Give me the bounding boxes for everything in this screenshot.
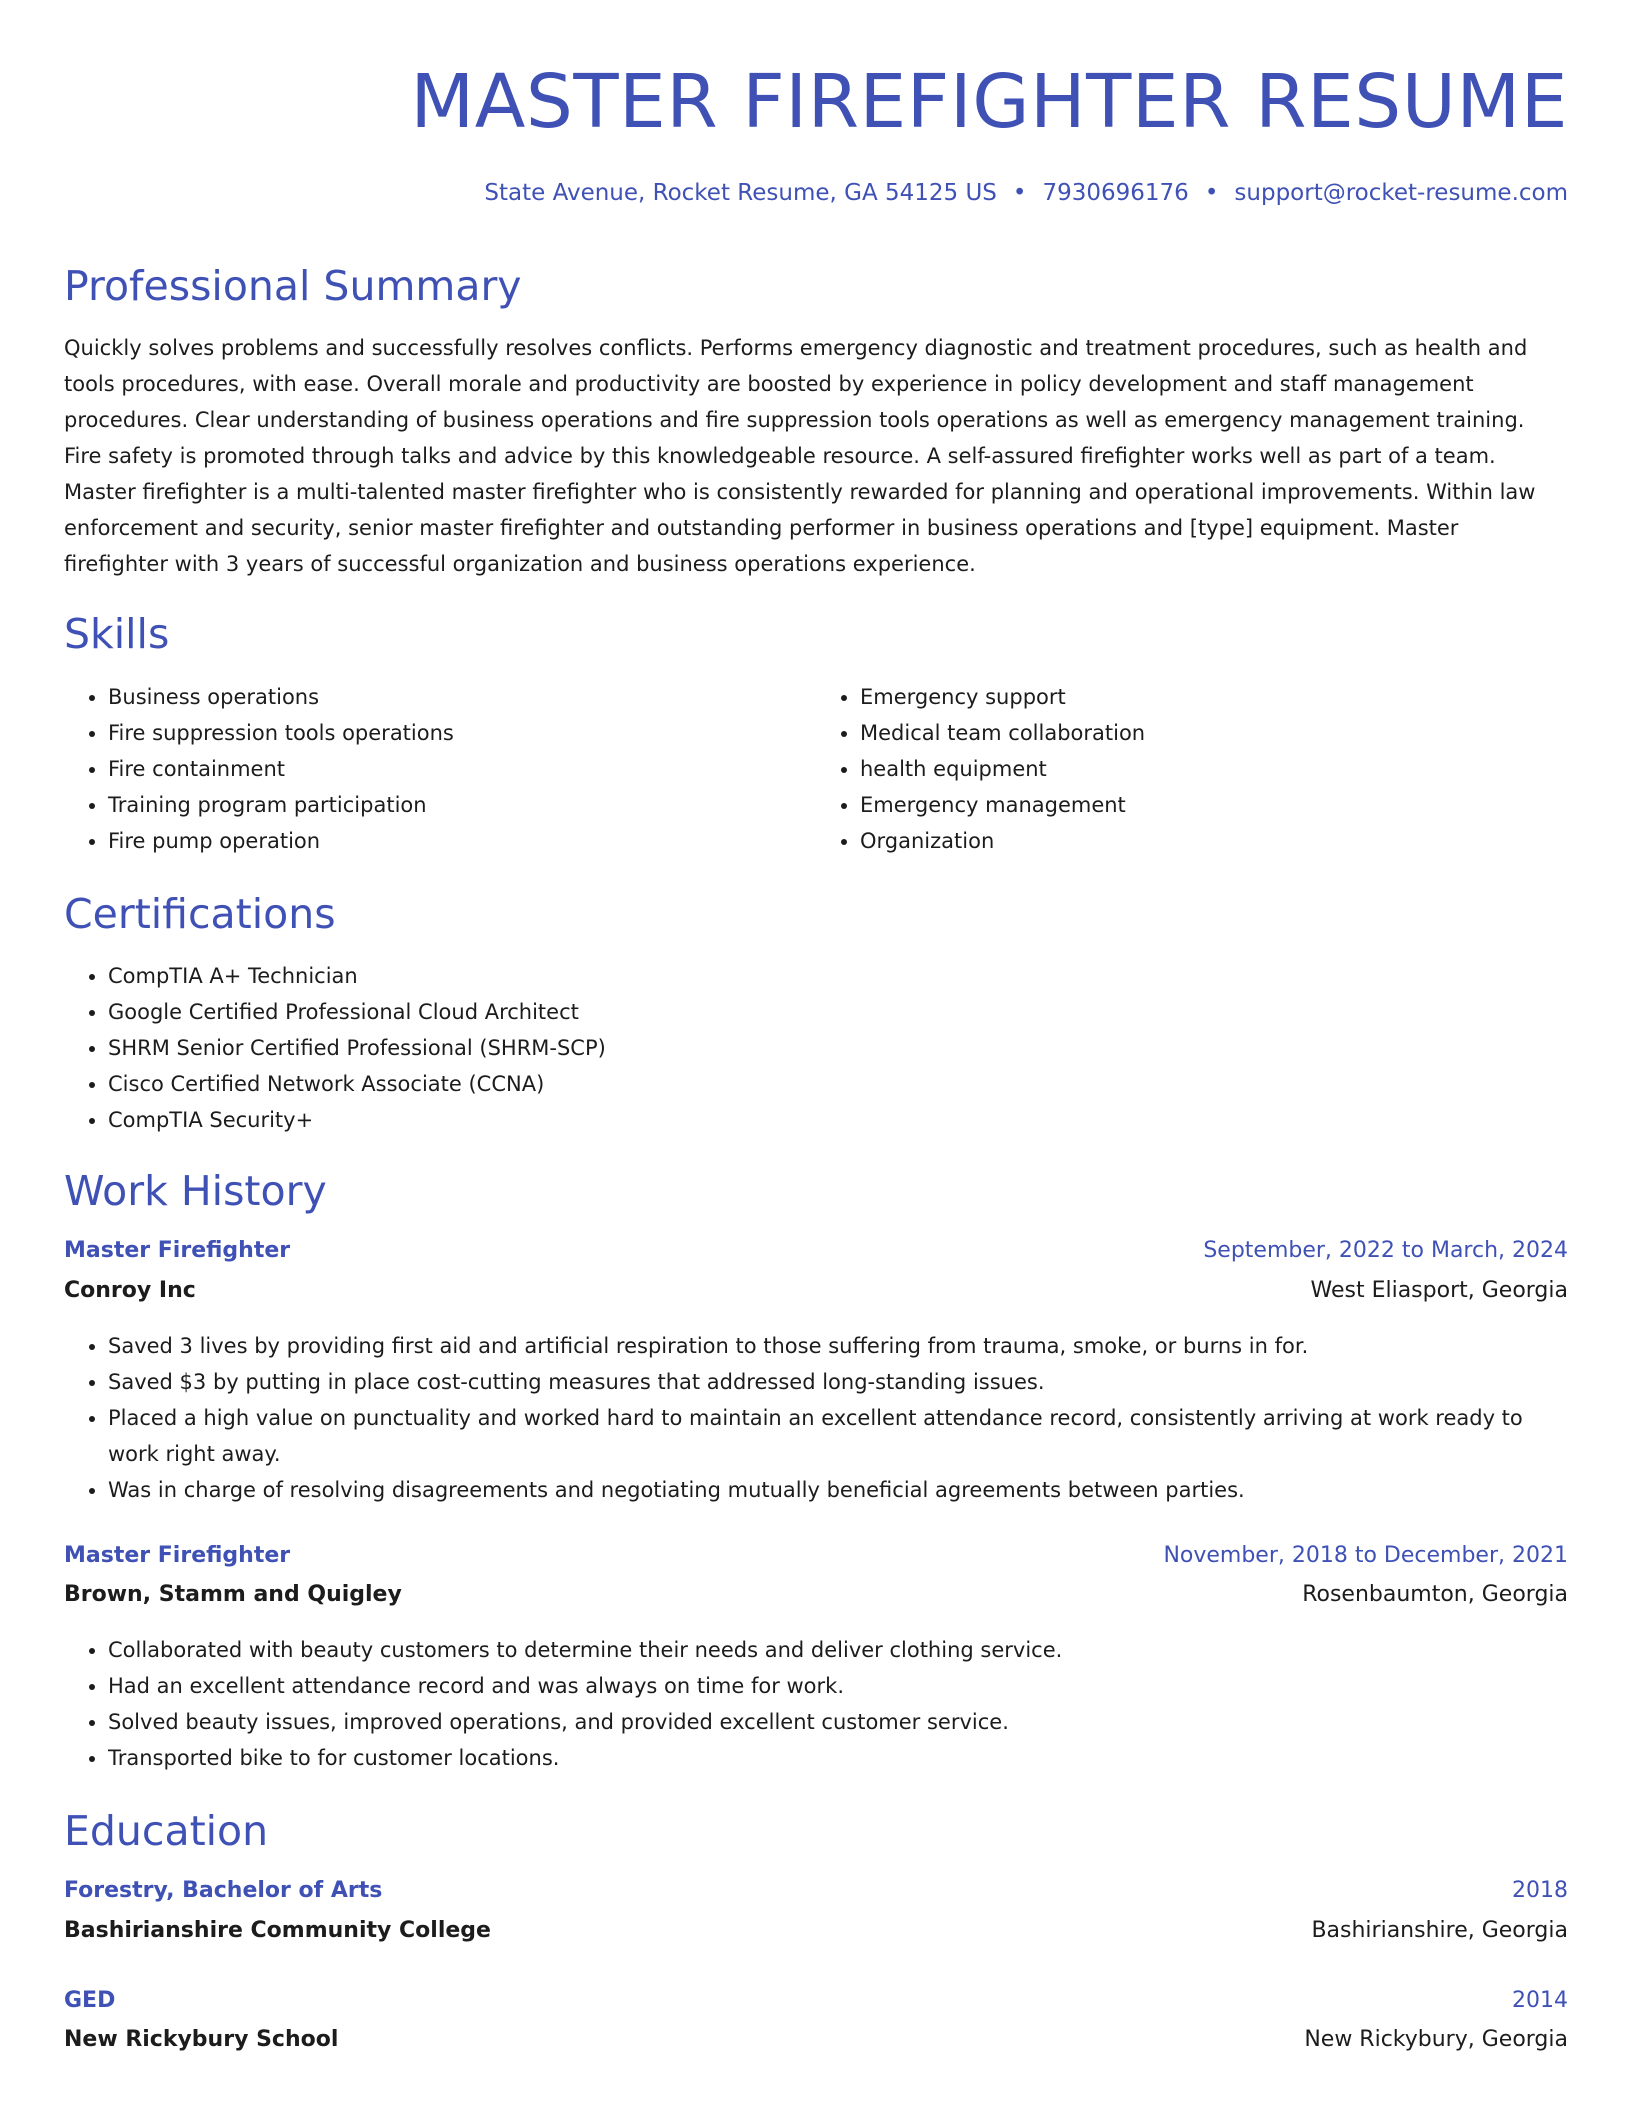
- list-item: • Fire suppression tools operations: [108, 715, 816, 751]
- education-school: [64, 1918, 1568, 1943]
- skills-list-right: [816, 679, 1568, 859]
- address: State Avenue, Rocket Resume, GA 54125 US: [484, 180, 997, 206]
- skills-list-left: [64, 679, 816, 859]
- list-item: • Google Certified Professional Cloud Architect: [108, 994, 1568, 1030]
- list-item: • Business operations: [108, 679, 816, 715]
- company-name: Brown, Stamm and Quigley: [64, 1582, 402, 1607]
- school-location: Bashirianshire, Georgia: [1311, 1918, 1568, 1943]
- separator: •: [1012, 180, 1027, 206]
- job-employer: [64, 1278, 1568, 1303]
- list-item: • CompTIA Security+: [108, 1102, 1568, 1138]
- list-item: • Fire pump operation: [108, 823, 816, 859]
- list-item: • Organization: [860, 823, 1568, 859]
- list-item: • Saved $3 by putting in place cost-cutting measures that addressed long-standing issues.: [108, 1364, 1568, 1400]
- phone[interactable]: 7930696176: [1042, 180, 1189, 206]
- job-title: Master Firefighter: [64, 1543, 291, 1568]
- degree: GED: [64, 1988, 116, 2013]
- list-item: • Training program participation: [108, 787, 816, 823]
- education-header: [64, 1878, 1568, 1903]
- school-name: Bashirianshire Community College: [64, 1918, 491, 1943]
- list-item: • Emergency management: [860, 787, 1568, 823]
- graduation-year: 2018: [1512, 1878, 1568, 1903]
- skills-heading: Skills: [64, 610, 170, 658]
- list-item: • Placed a high value on punctuality and worked hard to maintain an excellent attendance record, consistently arriving at work ready to work right away.: [108, 1400, 1568, 1472]
- job-title: Master Firefighter: [64, 1238, 291, 1263]
- list-item: • Transported bike to for customer locations.: [108, 1740, 1568, 1776]
- separator: •: [1204, 180, 1219, 206]
- job-header: [64, 1543, 1568, 1568]
- degree: Forestry, Bachelor of Arts: [64, 1878, 383, 1903]
- resume-title: MASTER FIREFIGHTER RESUME: [410, 59, 1568, 145]
- list-item: • health equipment: [860, 751, 1568, 787]
- list-item: • Fire containment: [108, 751, 816, 787]
- list-item: • Was in charge of resolving disagreements and negotiating mutually beneficial agreements between parties.: [108, 1472, 1568, 1508]
- skills-columns: [64, 679, 1568, 859]
- list-item: • Solved beauty issues, improved operations, and provided excellent customer service.: [108, 1704, 1568, 1740]
- list-item: • Collaborated with beauty customers to determine their needs and deliver clothing service.: [108, 1632, 1568, 1668]
- job-bullets: [64, 1632, 1568, 1776]
- work-history-heading: Work History: [64, 1167, 327, 1215]
- job-header: [64, 1238, 1568, 1263]
- education-school: [64, 2027, 1568, 2052]
- list-item: • Emergency support: [860, 679, 1568, 715]
- job-dates: September, 2022 to March, 2024: [1203, 1238, 1568, 1263]
- list-item: • SHRM Senior Certified Professional (SHRM-SCP): [108, 1030, 1568, 1066]
- job-dates: November, 2018 to December, 2021: [1163, 1543, 1568, 1568]
- list-item: • Medical team collaboration: [860, 715, 1568, 751]
- school-name: New Rickybury School: [64, 2027, 339, 2052]
- graduation-year: 2014: [1512, 1988, 1568, 2013]
- certifications-list: [64, 958, 1568, 1138]
- list-item: • Had an excellent attendance record and was always on time for work.: [108, 1668, 1568, 1704]
- job-bullets: [64, 1328, 1568, 1508]
- summary-text: Quickly solves problems and successfully resolves conflicts. Performs emergency diagnostic and treatment procedures, such as health and tools procedures, with ease. Overall morale and productivity are boosted by experience in policy development and staff management procedures. Clear understanding of business operations and fire suppression tools operations as well as emergency management training. Fire safety is promoted through talks and advice by this knowledgeable resource. A self-assured firefighter works well as part of a team. Master firefighter is a multi-talented master firefighter who is consistently rewarded for planning and operational improvements. Within law enforcement and security, senior master firefighter and outstanding performer in business operations and [type] equipment. Master firefighter with 3 years of successful organization and business operations experience.: [64, 336, 1536, 576]
- job-location: Rosenbaumton, Georgia: [1302, 1582, 1568, 1607]
- list-item: • CompTIA A+ Technician: [108, 958, 1568, 994]
- email-link[interactable]: support@rocket-resume.com: [1234, 180, 1568, 206]
- job-employer: [64, 1582, 1568, 1607]
- certifications-heading: Certifications: [64, 890, 336, 938]
- company-name: Conroy Inc: [64, 1278, 196, 1303]
- job-location: West Eliasport, Georgia: [1310, 1278, 1568, 1303]
- contact-line: [484, 178, 1568, 208]
- list-item: • Cisco Certified Network Associate (CCNA): [108, 1066, 1568, 1102]
- school-location: New Rickybury, Georgia: [1304, 2027, 1568, 2052]
- list-item: • Saved 3 lives by providing first aid and artificial respiration to those suffering from trauma, smoke, or burns in for.: [108, 1328, 1568, 1364]
- summary-heading: Professional Summary: [64, 262, 522, 310]
- education-header: [64, 1988, 1568, 2013]
- education-heading: Education: [64, 1807, 269, 1855]
